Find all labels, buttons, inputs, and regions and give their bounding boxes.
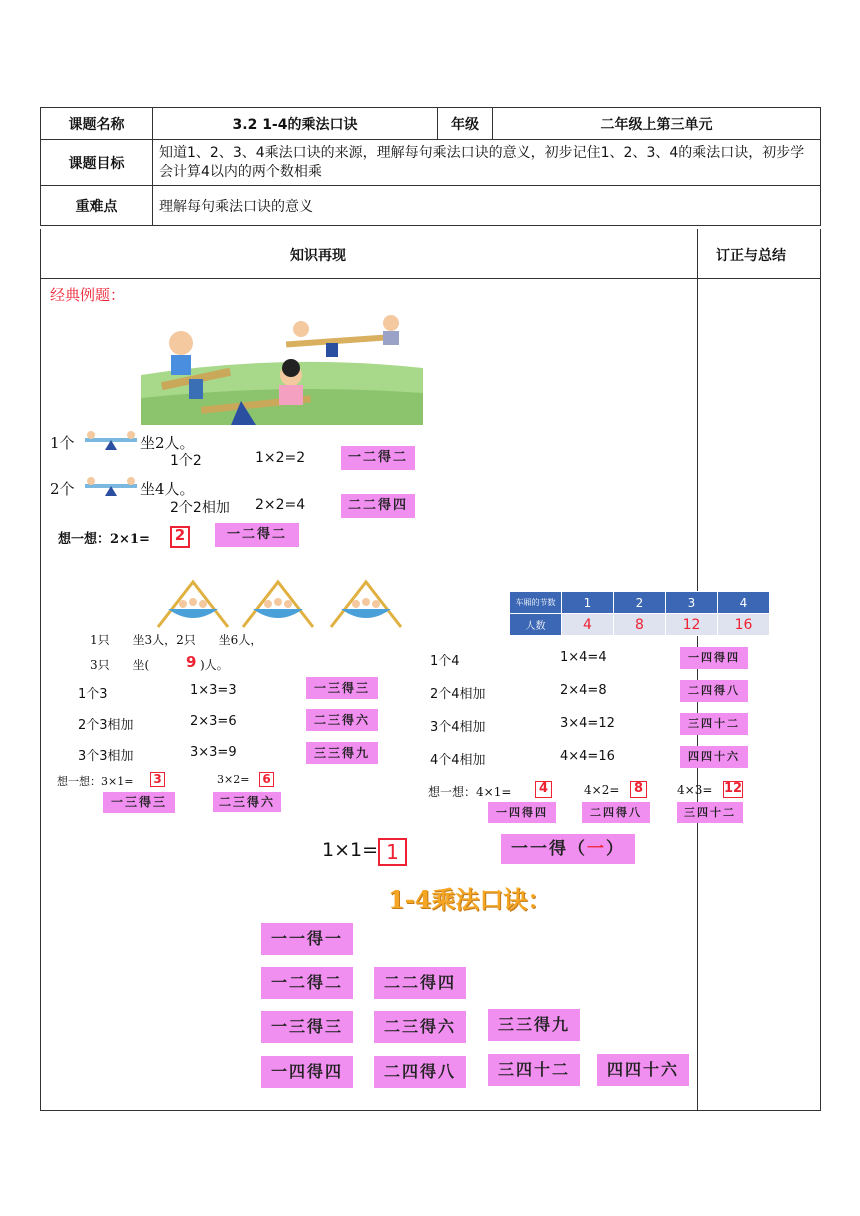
seesaw-illustration	[141, 313, 423, 425]
rhyme-one-answer: 一	[587, 839, 606, 859]
label-key-point: 重难点	[41, 186, 153, 226]
cars-row3-expr: 3个4相加	[430, 720, 486, 735]
rhyme-card: 三四十二	[680, 713, 748, 735]
rhyme-one-prefix: 一一得（	[511, 839, 587, 859]
people-count: 4	[562, 614, 614, 636]
cars-think-c: 4×3=	[677, 783, 713, 797]
seesaw-line1-prefix: 1个	[50, 434, 75, 452]
rhyme-card: 二四得八	[582, 802, 650, 823]
cars-row2-eq: 2×4=8	[560, 683, 607, 698]
people-count: 16	[718, 614, 770, 636]
seesaw-line2-suffix: 坐4人。	[140, 480, 195, 498]
column-summary-title: 订正与总结	[716, 248, 786, 264]
summary-rhyme: 二三得六	[374, 1011, 466, 1043]
rhyme-card: 一三得三	[306, 677, 378, 699]
label-grade: 年级	[438, 108, 493, 140]
cars-row2-expr: 2个4相加	[430, 687, 486, 702]
answer-box: 8	[630, 781, 647, 798]
swing-boats-illustration	[153, 579, 409, 629]
rhyme-card: 一四得四	[488, 802, 556, 823]
boats-line2-suffix: )人。	[200, 658, 229, 672]
carriage-table-header: 车厢的节数	[510, 592, 562, 614]
cars-row4-expr: 4个4相加	[430, 753, 486, 768]
rhyme-card: 二二得四	[341, 494, 415, 518]
column-knowledge-title: 知识再现	[290, 248, 346, 264]
answer-box: 6	[259, 772, 274, 787]
label-goal: 课题目标	[41, 140, 153, 186]
seesaw-think-label: 想一想：2×1=	[58, 532, 150, 547]
answer-box: 2	[170, 526, 190, 548]
seesaw-line1-suffix: 坐2人。	[140, 434, 195, 452]
carriage-count: 1	[562, 592, 614, 614]
cars-think-a: 想一想：4×1=	[428, 785, 512, 799]
answer-box: 12	[724, 781, 743, 796]
answer-box: 4	[535, 781, 552, 798]
summary-rhyme: 四四十六	[597, 1054, 689, 1086]
seesaw-row1-eq: 1×2=2	[255, 450, 306, 466]
seesaw-icon	[83, 430, 139, 450]
seesaw-row2-eq: 2×2=4	[255, 497, 306, 513]
rhyme-card: 一二得二	[215, 523, 299, 547]
answer-box: 1	[378, 838, 407, 866]
seesaw-row2-expr: 2个2相加	[170, 500, 230, 516]
lesson-header-table	[40, 107, 821, 226]
cars-think-b: 4×2=	[584, 783, 620, 797]
summary-rhyme: 二二得四	[374, 967, 466, 999]
rhyme-card: 二三得六	[306, 709, 378, 731]
grade-value: 二年级上第三单元	[493, 108, 821, 140]
boats-think-b: 3×2=	[217, 773, 250, 786]
rhyme-card: 一二得二	[341, 446, 415, 470]
carriage-count: 4	[718, 592, 770, 614]
seesaw-line2-prefix: 2个	[50, 480, 75, 498]
rhyme-card-one	[501, 834, 635, 864]
boats-row3-expr: 3个3相加	[78, 749, 134, 764]
carriage-count: 2	[614, 592, 666, 614]
people-count: 8	[614, 614, 666, 636]
one-times-one-eq: 1×1=	[322, 839, 379, 861]
boats-line2-answer: 9	[186, 653, 197, 671]
cars-row1-expr: 1个4	[430, 654, 460, 669]
rhyme-card: 四四十六	[680, 746, 748, 768]
boats-row3-eq: 3×3=9	[190, 745, 237, 760]
summary-rhyme: 一三得三	[261, 1011, 353, 1043]
rhyme-card: 一四得四	[680, 647, 748, 669]
boats-row2-eq: 2×3=6	[190, 714, 237, 729]
people-count: 12	[666, 614, 718, 636]
boats-line1: 1只 坐3人，2只 坐6人，	[90, 633, 263, 647]
carriage-count: 3	[666, 592, 718, 614]
key-point-text: 理解每句乘法口诀的意义	[153, 186, 821, 226]
boats-row1-expr: 1个3	[78, 687, 108, 702]
answer-box: 3	[150, 772, 165, 787]
rhyme-card: 二四得八	[680, 680, 748, 702]
rhyme-card: 三四十二	[677, 802, 743, 823]
rhyme-card: 一三得三	[103, 792, 175, 813]
example-title: 经典例题：	[50, 286, 126, 304]
goal-text: 知道1、2、3、4乘法口诀的来源，理解每句乘法口诀的意义，初步记住1、2、3、4的乘法口诀，初步学会计算4以内的两个数相乘	[153, 140, 821, 186]
row-divider	[40, 278, 820, 279]
people-label: 人数	[510, 614, 562, 636]
summary-title: 1-4乘法口诀：	[388, 885, 552, 914]
summary-rhyme: 一一得一	[261, 923, 353, 955]
lesson-name: 3.2 1-4的乘法口诀	[153, 108, 438, 140]
cars-row4-eq: 4×4=16	[560, 749, 615, 764]
summary-rhyme: 一四得四	[261, 1056, 353, 1088]
summary-rhyme: 三四十二	[488, 1054, 580, 1086]
seesaw-row1-expr: 1个2	[170, 453, 202, 469]
rhyme-card: 三三得九	[306, 742, 378, 764]
boats-row2-expr: 2个3相加	[78, 718, 134, 733]
cars-row3-eq: 3×4=12	[560, 716, 615, 731]
label-lesson-name: 课题名称	[41, 108, 153, 140]
rhyme-one-suffix: ）	[606, 839, 625, 859]
boats-line2-prefix: 3只 坐(	[90, 658, 150, 672]
column-divider	[697, 229, 698, 1111]
seesaw-icon	[83, 476, 139, 496]
carriage-table	[509, 591, 770, 636]
summary-rhyme: 三三得九	[488, 1009, 580, 1041]
summary-rhyme: 一二得二	[261, 967, 353, 999]
boats-think-a: 想一想：3×1=	[57, 775, 134, 788]
summary-rhyme: 二四得八	[374, 1056, 466, 1088]
rhyme-card: 二三得六	[213, 792, 281, 812]
boats-row1-eq: 1×3=3	[190, 683, 237, 698]
cars-row1-eq: 1×4=4	[560, 650, 607, 665]
